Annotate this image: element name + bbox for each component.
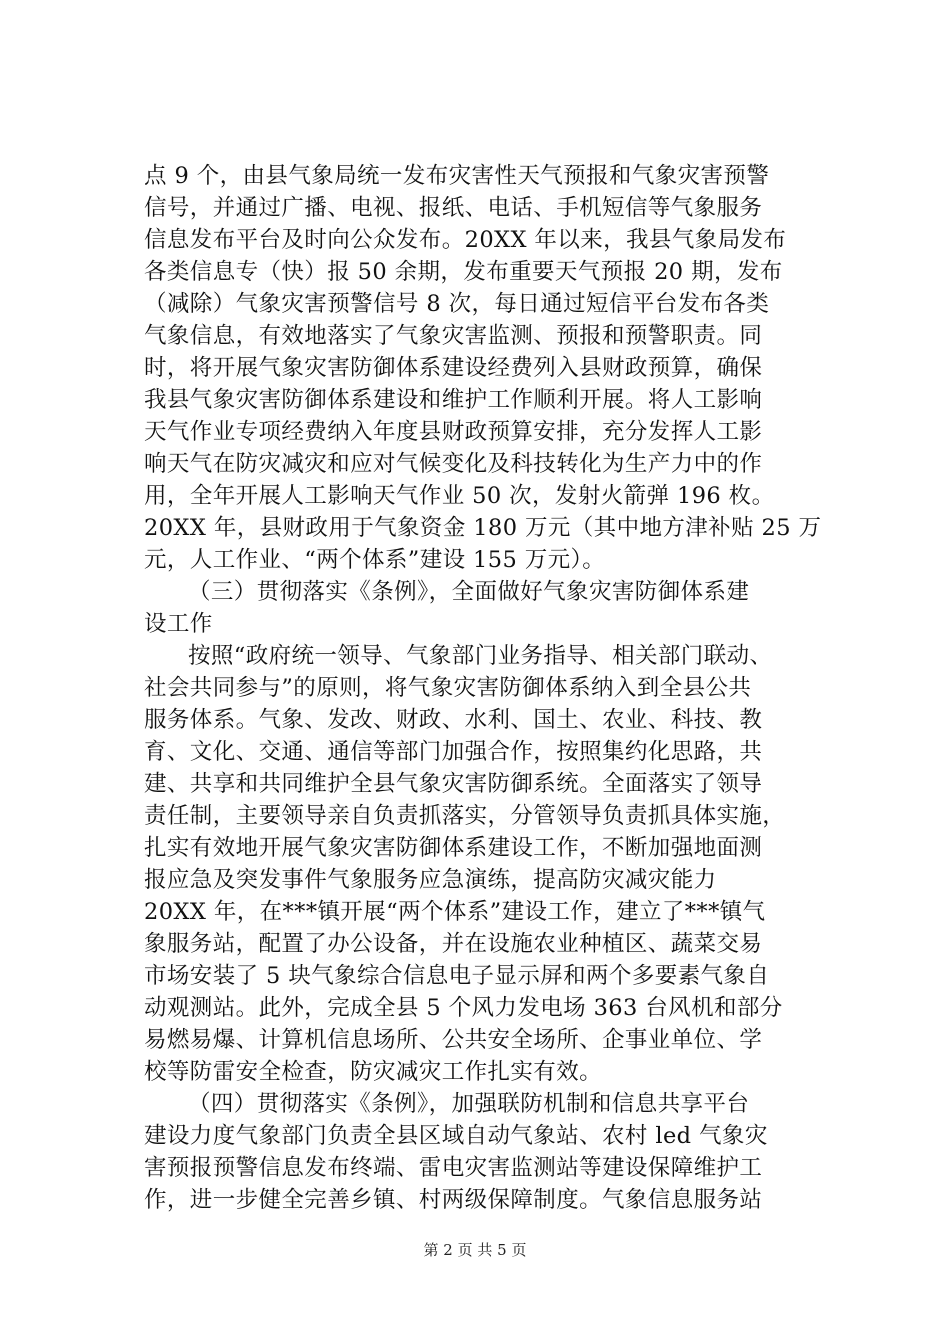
text-line: 建设力度气象部门负责全县区域自动气象站、农村 led 气象灾 bbox=[144, 1123, 768, 1149]
text-line: 报应急及突发事件气象服务应急演练，提高防灾减灾能力 bbox=[144, 867, 717, 893]
text-line: 信号，并通过广播、电视、报纸、电话、手机短信等气象服务 bbox=[144, 195, 763, 221]
text-line: 责任制，主要领导亲自负责抓落实，分管领导负责抓具体实施， bbox=[144, 803, 786, 829]
text-line: 用，全年开展人工影响天气作业 50 次，发射火箭弹 196 枚。 bbox=[144, 483, 775, 509]
text-line: 响天气在防灾减灾和应对气候变化及科技转化为生产力中的作 bbox=[144, 451, 763, 477]
text-line: 各类信息专（快）报 50 余期，发布重要天气预报 20 期，发布 bbox=[144, 259, 783, 285]
text-line: 作，进一步健全完善乡镇、村两级保障制度。气象信息服务站 bbox=[144, 1187, 763, 1213]
text-line: 我县气象灾害防御体系建设和维护工作顺利开展。将人工影响 bbox=[144, 387, 763, 413]
text-line: 设工作 bbox=[144, 611, 213, 637]
text-line: （减除）气象灾害预警信号 8 次，每日通过短信平台发布各类 bbox=[144, 291, 770, 317]
text-line: （三）贯彻落实《条例》，全面做好气象灾害防御体系建 bbox=[188, 579, 750, 605]
text-line: 育、文化、交通、通信等部门加强合作，按照集约化思路，共 bbox=[144, 739, 763, 765]
text-line: 服务体系。气象、发改、财政、水利、国土、农业、科技、教 bbox=[144, 707, 763, 733]
text-line: 象服务站，配置了办公设备，并在设施农业种植区、蔬菜交易 bbox=[144, 931, 763, 957]
text-line: 校等防雷安全检查，防灾减灾工作扎实有效。 bbox=[144, 1059, 603, 1085]
text-line: 社会共同参与”的原则，将气象灾害防御体系纳入到全县公共 bbox=[144, 675, 752, 701]
text-line: 20XX 年，县财政用于气象资金 180 万元（其中地方津补贴 25 万 bbox=[144, 515, 822, 541]
text-line: 市场安装了 5 块气象综合信息电子显示屏和两个多要素气象自 bbox=[144, 963, 770, 989]
text-line: （四）贯彻落实《条例》，加强联防机制和信息共享平台 bbox=[188, 1091, 750, 1117]
text-line: 建、共享和共同维护全县气象灾害防御系统。全面落实了领导 bbox=[144, 771, 763, 797]
text-line: 信息发布平台及时向公众发布。20XX 年以来，我县气象局发布 bbox=[144, 227, 787, 253]
text-line: 20XX 年，在***镇开展“两个体系”建设工作，建立了***镇气 bbox=[144, 899, 766, 925]
text-line: 元，人工作业、“两个体系”建设 155 万元）。 bbox=[144, 547, 606, 573]
text-line: 点 9 个，由县气象局统一发布灾害性天气预报和气象灾害预警 bbox=[144, 163, 770, 189]
text-line: 易燃易爆、计算机信息场所、公共安全场所、企事业单位、学 bbox=[144, 1027, 763, 1053]
text-line: 扎实有效地开展气象灾害防御体系建设工作，不断加强地面测 bbox=[144, 835, 763, 861]
text-line: 害预报预警信息发布终端、雷电灾害监测站等建设保障维护工 bbox=[144, 1155, 763, 1181]
text-line: 天气作业专项经费纳入年度县财政预算安排，充分发挥人工影 bbox=[144, 419, 763, 445]
text-line: 按照“政府统一领导、气象部门业务指导、相关部门联动、 bbox=[188, 643, 773, 669]
text-line: 动观测站。此外，完成全县 5 个风力发电场 363 台风机和部分 bbox=[144, 995, 783, 1021]
text-line: 气象信息，有效地落实了气象灾害监测、预报和预警职责。同 bbox=[144, 323, 763, 349]
page-footer: 第 2 页 共 5 页 bbox=[423, 1241, 527, 1259]
text-line: 时，将开展气象灾害防御体系建设经费列入县财政预算，确保 bbox=[144, 355, 763, 381]
body-text bbox=[144, 160, 834, 1216]
